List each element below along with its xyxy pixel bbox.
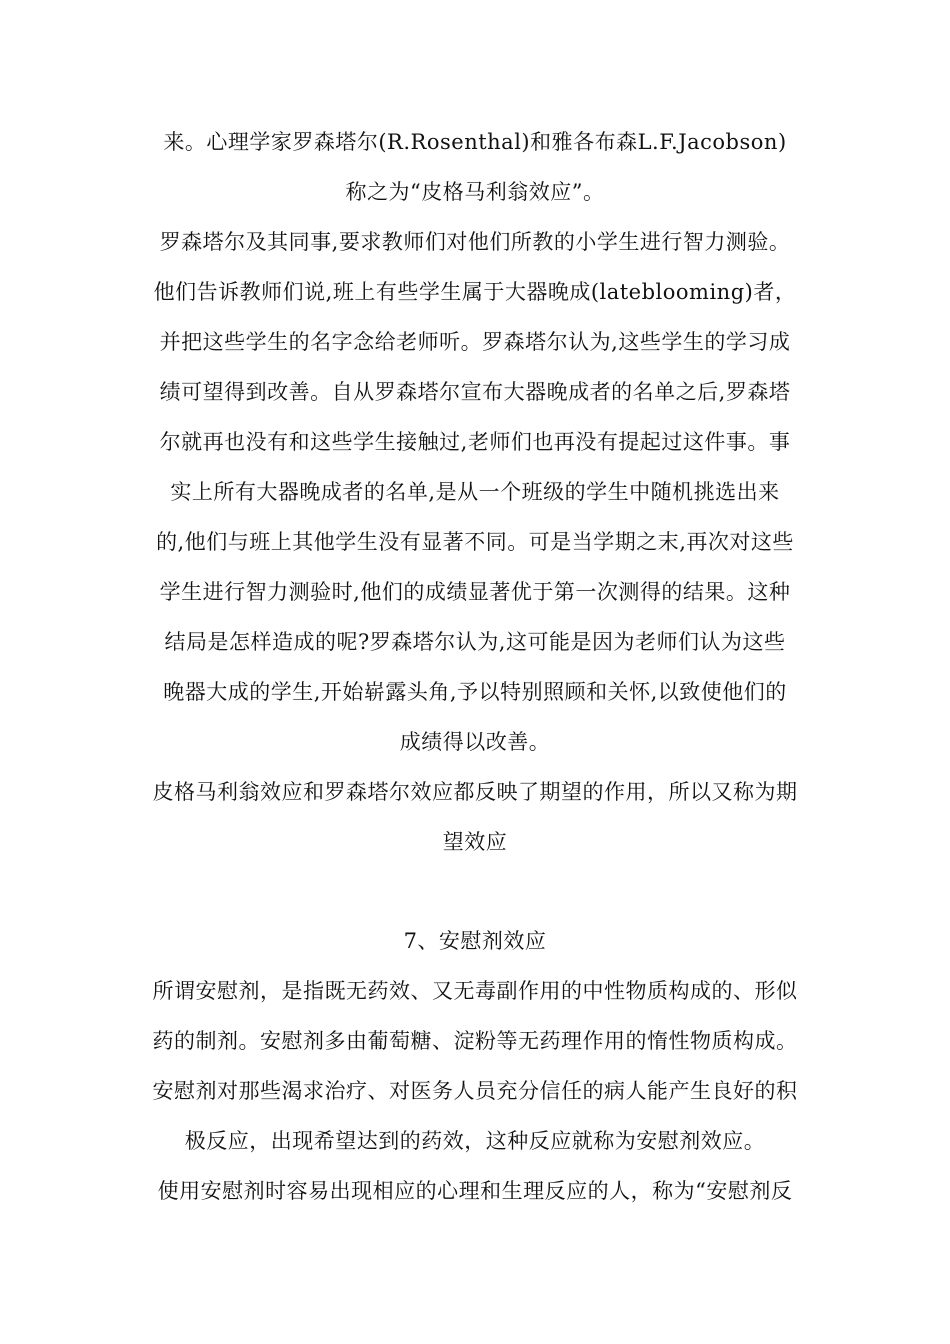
body-text-line: 皮格马利翁效应和罗森塔尔效应都反映了期望的作用，所以又称为期	[152, 780, 798, 804]
body-text-line: 的,他们与班上其他学生没有显著不同。可是当学期之末,再次对这些	[156, 530, 794, 554]
section-text-line: 使用安慰剂时容易出现相应的心理和生理反应的人，称为“安慰剂反	[157, 1179, 793, 1203]
body-text-line: 实上所有大器晚成者的名单,是从一个班级的学生中随机挑选出来	[170, 480, 780, 504]
section-text-line: 所谓安慰剂，是指既无药效、又无毒副作用的中性物质构成的、形似	[152, 979, 798, 1003]
section-text-line: 药的制剂。安慰剂多由葡萄糖、淀粉等无药理作用的惰性物质构成。	[152, 1029, 798, 1053]
body-text-line: 称之为“皮格马利翁效应”。	[345, 180, 605, 204]
section-text-line: 极反应，出现希望达到的药效，这种反应就称为安慰剂效应。	[184, 1129, 766, 1153]
section-text-line: 安慰剂对那些渴求治疗、对医务人员充分信任的病人能产生良好的积	[152, 1079, 798, 1103]
body-text-line: 并把这些学生的名字念给老师听。罗森塔尔认为,这些学生的学习成	[159, 330, 791, 354]
body-text-line: 晚器大成的学生,开始崭露头角,予以特别照顾和关怀,以致使他们的	[163, 680, 787, 704]
body-text-line: 学生进行智力测验时,他们的成绩显著优于第一次测得的结果。这种	[159, 580, 791, 604]
body-text-line: 绩可望得到改善。自从罗森塔尔宣布大器晚成者的名单之后,罗森塔	[159, 380, 791, 404]
body-text-line: 望效应	[442, 830, 508, 854]
body-text-line: 结局是怎样造成的呢?罗森塔尔认为,这可能是因为老师们认为这些	[164, 630, 786, 654]
body-text-line: 罗森塔尔及其同事,要求教师们对他们所教的小学生进行智力测验。	[159, 230, 791, 254]
body-text-line: 尔就再也没有和这些学生接触过,老师们也再没有提起过这件事。事	[159, 430, 791, 454]
body-text-line: 他们告诉教师们说,班上有些学生属于大器晚成(lateblooming)者，	[153, 280, 797, 304]
section-heading: 7、安慰剂效应	[403, 929, 547, 953]
body-text-line: 来。心理学家罗森塔尔(R.Rosenthal)和雅各布森L.F.Jacobson)	[163, 130, 787, 154]
body-text-line: 成绩得以改善。	[399, 730, 551, 754]
